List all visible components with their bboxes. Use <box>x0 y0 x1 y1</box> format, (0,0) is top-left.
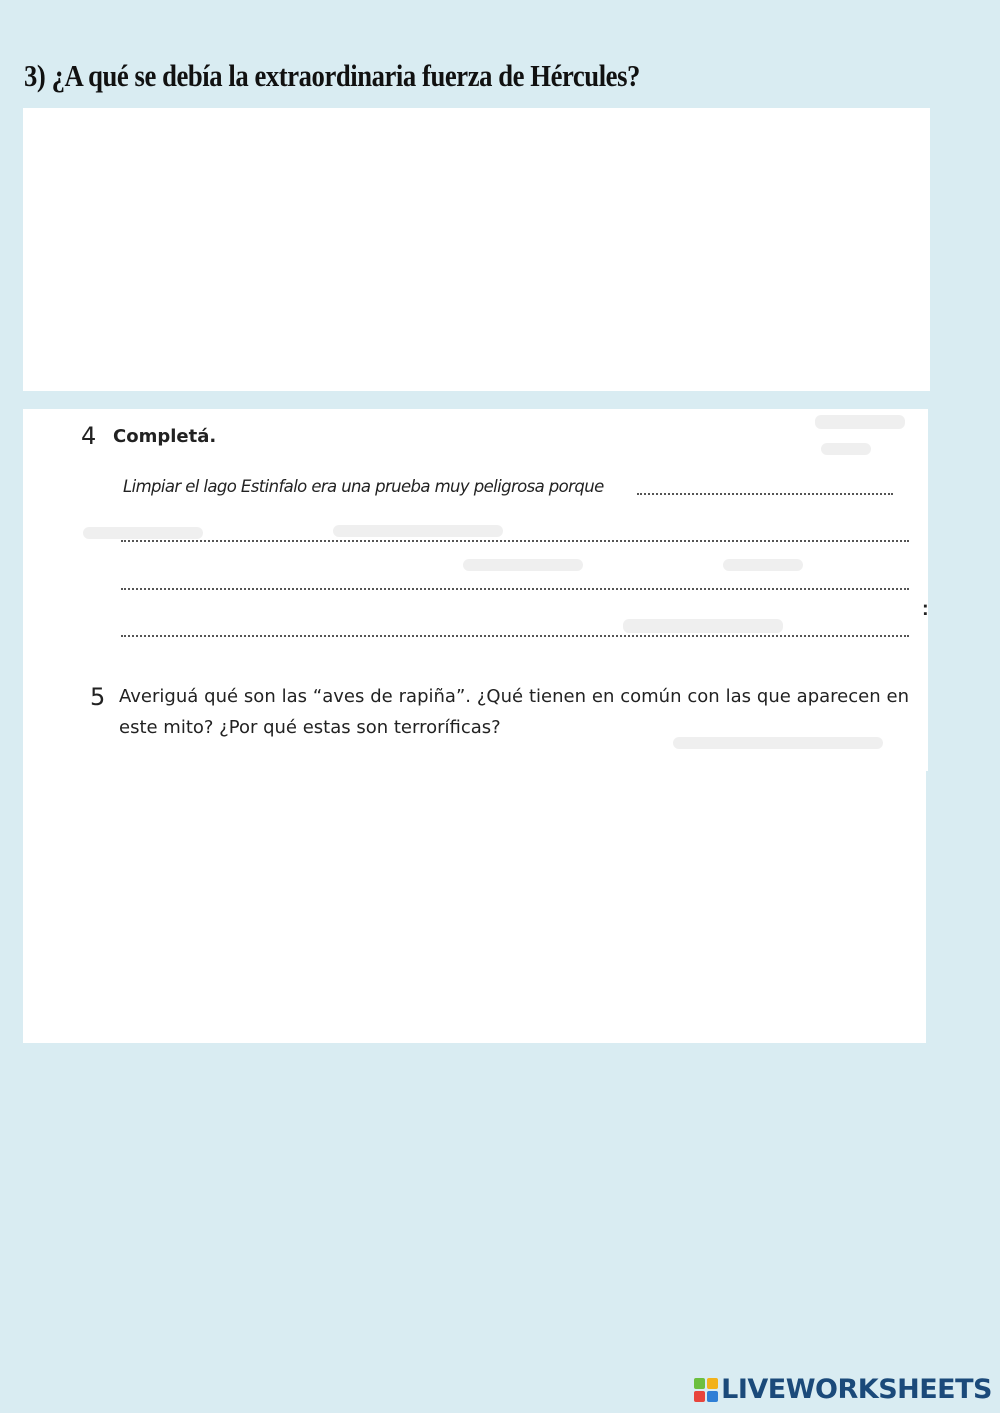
logo-tile <box>707 1391 718 1402</box>
edge-mark: : <box>922 598 929 620</box>
bleed-through-mark <box>83 527 203 539</box>
logo-tile <box>694 1378 705 1389</box>
question-3-answer-field[interactable] <box>23 108 930 391</box>
exercise-5-answer-field[interactable] <box>23 762 926 1043</box>
bleed-through-mark <box>333 525 503 537</box>
dotted-answer-line <box>121 588 909 590</box>
dotted-answer-line <box>121 540 909 542</box>
logo-tile <box>694 1391 705 1402</box>
liveworksheets-logo-icon <box>694 1378 718 1402</box>
exercise-4-prompt: Limpiar el lago Estinfalo era una prueba muy peligrosa porque <box>123 477 604 496</box>
worksheet-scan-section <box>23 409 928 771</box>
exercise-4-number: 4 <box>81 422 97 450</box>
brand-name: LIVEWORKSHEETS <box>721 1374 992 1405</box>
exercise-5-number: 5 <box>90 683 106 711</box>
bleed-through-mark <box>815 415 905 429</box>
dotted-answer-line <box>637 493 893 495</box>
logo-tile <box>707 1378 718 1389</box>
question-3-title: 3) ¿A qué se debía la extraordinaria fuerza de Hércules? <box>24 58 640 93</box>
bleed-through-mark <box>623 619 783 633</box>
exercise-5-prompt: Averiguá qué son las “aves de rapiña”. ¿Qué tienen en común con las que aparecen en este mito? ¿Por qué estas son terroríficas? <box>119 686 909 738</box>
exercise-4-title: Completá. <box>113 426 217 447</box>
liveworksheets-brand <box>694 1374 992 1405</box>
bleed-through-mark <box>463 559 583 571</box>
dotted-answer-line <box>121 635 909 637</box>
bleed-through-mark <box>821 443 871 455</box>
bleed-through-mark <box>723 559 803 571</box>
